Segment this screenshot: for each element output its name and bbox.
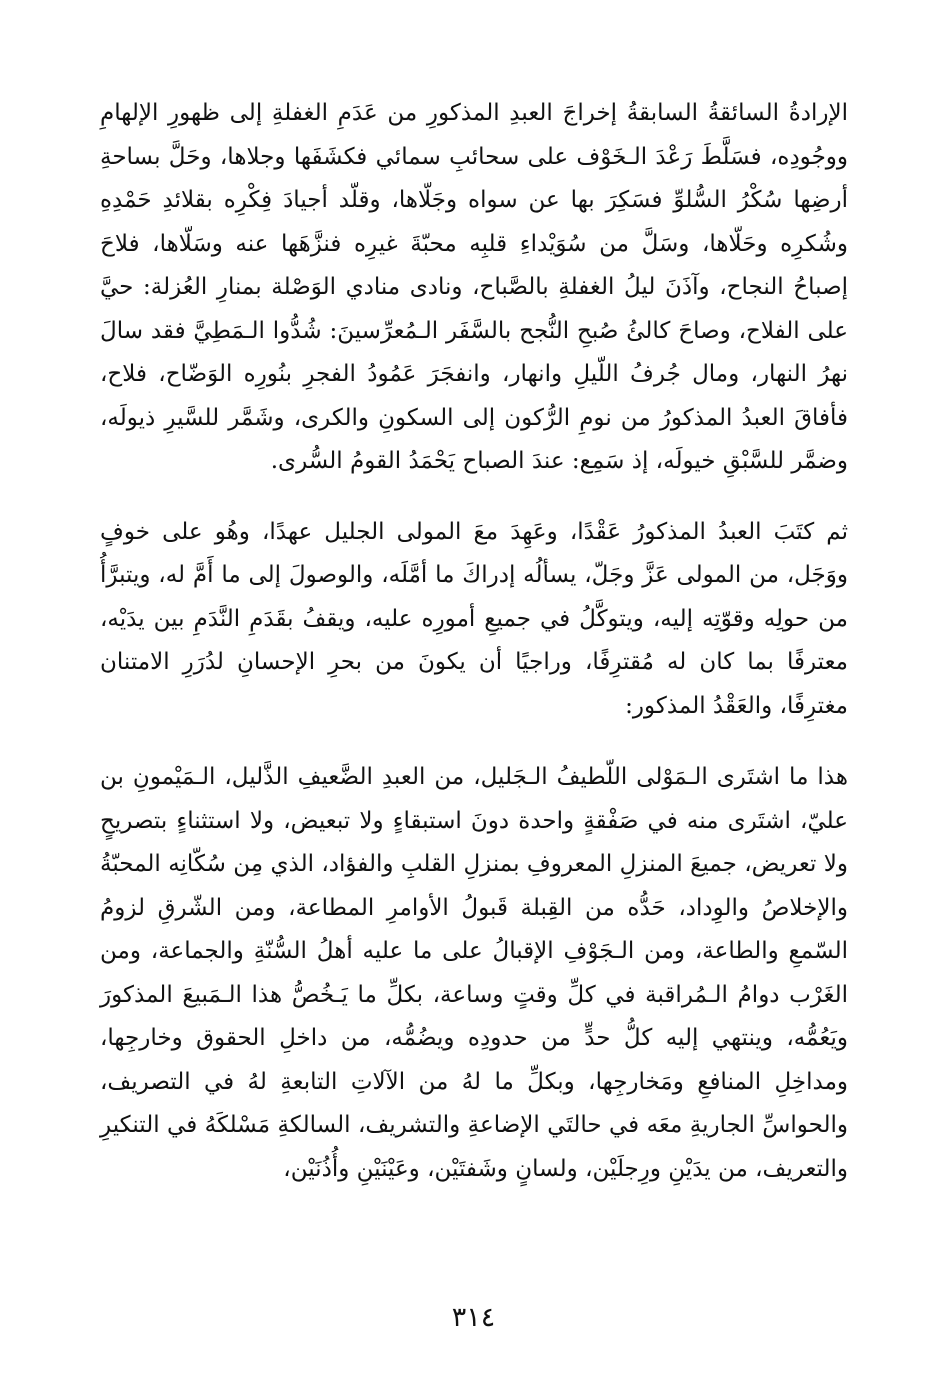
paragraph-2: ثم كتَبَ العبدُ المذكورُ عَقْدًا، وعَهِدَ معَ المولى الجليل عهدًا، وهُو على خوفٍ ووَجَل، من المولى عَزَّ وجَلّ، يسألُه إدراكَ ما أمَّلَه، والوصولَ إلى ما أَمَّ له، ويتبرَّأُ من حولِه وقوّتِه إليه، ويتوكَّلُ في جميعِ أمورِه عليه، ويقفُ بقَدَمِ النَّدَمِ بين يدَيْه، معترفًا بما كان له مُقترِفًا، وراجيًا أن يكونَ من بحرِ الإحسانِ لدُرَرِ الامتنان مغترِفًا، والعَقْدُ المذكور: [100,518,848,719]
page-number: ٣١٤ [451,1302,496,1333]
page-body [100,92,848,1191]
paragraph-3: هذا ما اشتَرى الـمَوْلى اللّطيفُ الـجَليل، من العبدِ الضَّعيفِ الذَّليل، الـمَيْمونِ بن عليّ، اشتَرى منه في صَفْقةٍ واحدة دونَ استبقاءٍ ولا تبعيض، ولا استثناءٍ بتصريحٍ ولا تعريض، جميعَ المنزلِ المعروفِ بمنزلِ القلبِ والفؤاد، الذي مِن سُكّانِه المحبّةُ والإخلاصُ والوِداد، حَدُّه من القِبلة قَبولُ الأوامرِ المطاعة، ومن الشّرقِ لزومُ السّمعِ والطاعة، ومن الـجَوْفِ الإقبالُ على ما عليه أهلُ السُّنّةِ والجماعة، ومن الغَرْب دوامُ الـمُراقبة في كلِّ وقتٍ وساعة، بكلِّ ما يَـخُصُّ هذا الـمَبيعَ المذكورَ ويَعُمُّه، وينتهي إليه كلُّ حدٍّ من حدودِه ويضُمُّه، من داخلِ الحقوق وخارجِها، ومداخِلِ المنافعِ ومَخارجِها، وبكلِّ ما لهُ من الآلاتِ التابعةِ لهُ في التصريف، والحواسِّ الجاريةِ معَه في حالتَي الإضاعةِ والتشريف، السالكةِ مَسْلكَهُ في التنكيرِ والتعريف، من يدَيْنِ ورِجلَيْن، ولسانٍ وشَفتَيْن، وعَيْنَيْنِ وأُذُنَيْن، [100,764,848,1182]
paragraph-1: الإرادةُ السائقةُ السابقةُ إخراجَ العبدِ المذكورِ من عَدَمِ الغفلةِ إلى ظهورِ الإلهامِ ووجُودِه، فسَلَّطَ رَعْدَ الـخَوْف على سحائبِ سمائي فكشَفَها وجلاها، وحَلَّ بساحةِ أرضِها سُكْرُ السُّلوِّ فسَكِرَ بها عن سواه وجَلّاها، وقلّد أجيادَ فِكْرِه بقلائدِ حَمْدِهِ وشُكرِه وحَلّاها، وسَلَّ من سُوَيْداءِ قلبِه محبّةَ غيرِه فنزَّهَها عنه وسَلّاها، فلاحَ إصباحُ النجاح، وآذَنَ ليلُ الغفلةِ بالصَّباح، ونادى منادي الوَصْلة بمنارِ العُزلة: حيَّ على الفلاح، وصاحَ كالئُ صُبحِ النُّجح بالسَّفَر الـمُعرِّسينَ: شُدُّوا الـمَطِيَّ فقد سالَ نهرُ النهار، ومال جُرفُ اللّيلِ وانهار، وانفجَرَ عَمُودُ الفجرِ بنُورِه الوَضّاح، فلاح، فأفاقَ العبدُ المذكورُ من نومِ الرُّكون إلى السكونِ والكرى، وشَمَّر للسَّيرِ ذيولَه، وضمَّر للسَّبْقِ خيولَه، إذ سَمِع: عندَ الصباح يَحْمَدُ القومُ السُّرى. [100,100,848,474]
